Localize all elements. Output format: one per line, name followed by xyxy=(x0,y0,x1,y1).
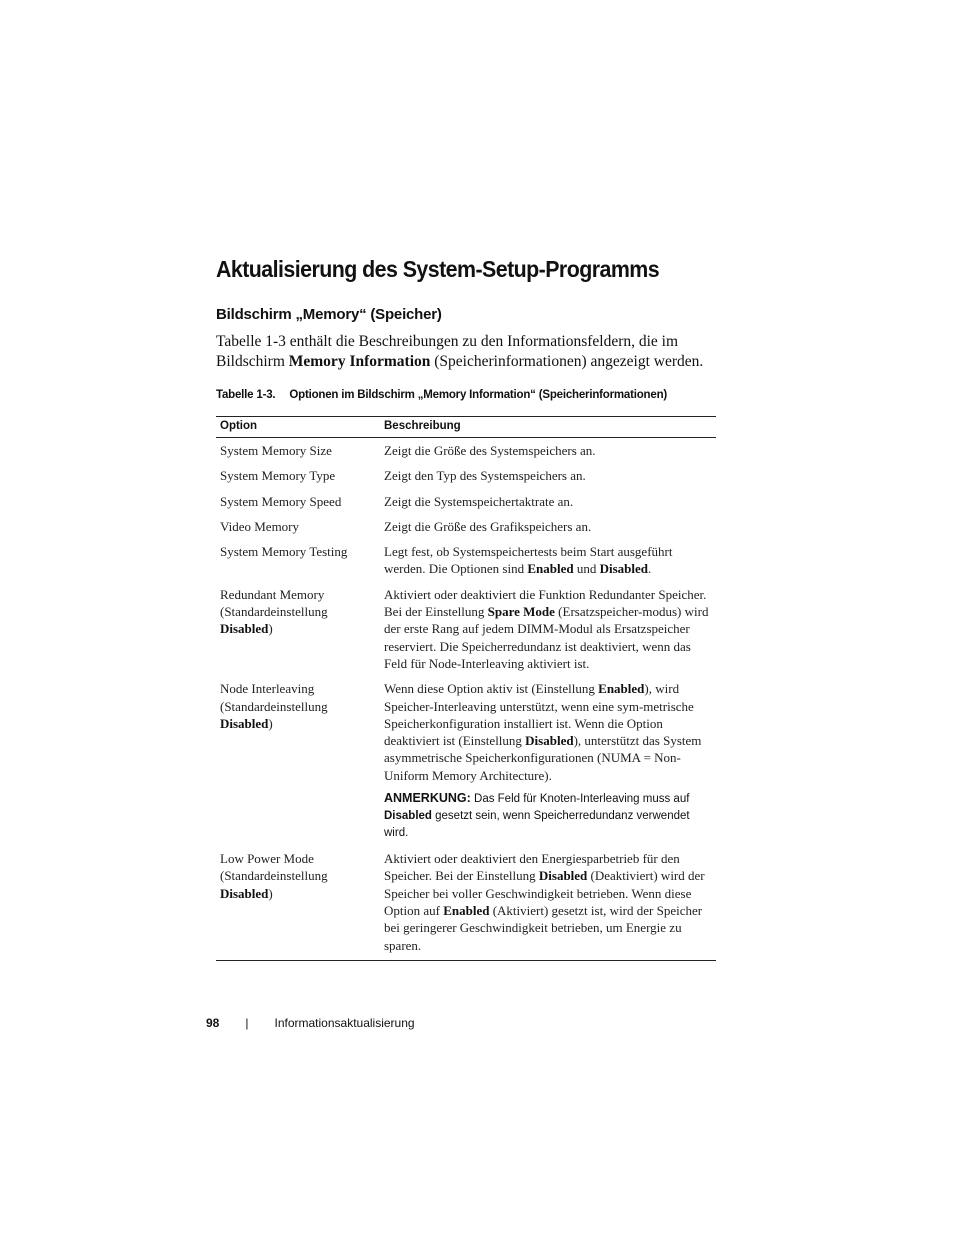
option-cell xyxy=(216,582,380,676)
page-footer xyxy=(206,1016,415,1030)
desc-text: Aktiviert oder deaktiviert den Energiesparbetrieb für den Speicher. Bei der Einstellung xyxy=(384,851,680,884)
option-cell xyxy=(216,846,380,960)
intro-text-2: (Speicherinformationen) angezeigt werden. xyxy=(430,353,704,370)
desc-text: ), wird Speicher-Interleaving unterstützt, wenn eine sym-metrische Speicherkonfiguration installiert ist. Wenn die Option deaktiviert ist (Einstellung xyxy=(384,681,694,749)
table-row xyxy=(216,582,716,676)
note-block xyxy=(384,790,716,842)
option-cell: System Memory Size xyxy=(220,443,332,458)
page-heading: Aktualisierung des System-Setup-Programms xyxy=(216,256,660,282)
option-cell: System Memory Type xyxy=(220,468,336,484)
desc-text: (Aktiviert) gesetzt ist, wird der Speicher bei geringerer Geschwindigkeit betrieben, um Energie zu sparen. xyxy=(384,902,703,953)
section-heading: Bildschirm „Memory“ (Speicher) xyxy=(216,306,442,323)
description-cell xyxy=(380,676,716,846)
desc-text: Aktiviert oder deaktiviert die Funktion Redundanter Speicher. Bei der Einstellung xyxy=(384,586,707,620)
option-name: Redundant Memory xyxy=(220,586,325,602)
option-name: Low Power Mode xyxy=(220,851,314,867)
option-cell: Video Memory xyxy=(220,518,300,534)
footer-separator: | xyxy=(245,1016,249,1030)
default-value: Disabled xyxy=(220,885,269,901)
note-label: ANMERKUNG: xyxy=(384,791,471,806)
description-cell: Zeigt die Größe des Systemspeichers an. xyxy=(384,443,596,458)
intro-bold-term: Memory Information xyxy=(288,353,431,370)
default-suffix: ) xyxy=(268,885,273,901)
note-text: gesetzt sein, wenn Speicherredundanz verwendet wird. xyxy=(384,810,690,840)
page-number: 98 xyxy=(206,1016,220,1030)
option-cell: System Memory Speed xyxy=(220,493,342,509)
memory-options-table xyxy=(216,416,716,961)
table-row xyxy=(216,438,716,464)
table-caption xyxy=(216,389,667,401)
desc-bold: Spare Mode xyxy=(487,604,555,620)
header-description: Beschreibung xyxy=(380,417,716,438)
description-cell: Zeigt die Systemspeichertaktrate an. xyxy=(384,493,574,509)
default-value: Disabled xyxy=(220,715,269,731)
table-row xyxy=(216,846,716,960)
desc-bold: Enabled xyxy=(527,561,574,577)
desc-bold: Disabled xyxy=(599,561,648,577)
default-prefix: (Standardeinstellung xyxy=(220,698,328,714)
option-cell: System Memory Testing xyxy=(220,544,348,560)
caption-text: Optionen im Bildschirm „Memory Information“ (Speicherinformationen) xyxy=(289,389,668,401)
note-bold: Disabled xyxy=(384,810,432,823)
description-cell xyxy=(380,582,716,676)
table-row xyxy=(216,676,716,846)
desc-text: . xyxy=(648,561,652,577)
desc-text: ), unterstützt das System asymmetrische Speicherkonfigurationen (NUMA = Non-Uniform Memory Architecture). xyxy=(384,733,702,783)
default-value: Disabled xyxy=(220,621,269,637)
default-suffix: ) xyxy=(268,621,273,637)
default-suffix: ) xyxy=(268,715,273,731)
desc-text: (Deaktiviert) wird der Speicher bei voller Geschwindigkeit betrieben. Wenn diese Option auf xyxy=(384,868,705,918)
header-option: Option xyxy=(216,417,380,438)
table-row xyxy=(216,463,716,488)
desc-bold: Enabled xyxy=(443,902,490,918)
note-text: Das Feld für Knoten-Interleaving muss auf xyxy=(470,793,690,806)
table-row xyxy=(216,489,716,514)
desc-text: Wenn diese Option aktiv ist (Einstellung xyxy=(384,681,599,697)
intro-text-1: Tabelle 1-3 enthält die Beschreibungen zu den Informationsfeldern, die im Bildschirm xyxy=(216,333,679,370)
option-cell xyxy=(216,676,380,846)
description-cell: Zeigt die Größe des Grafikspeichers an. xyxy=(384,518,592,534)
caption-number: Tabelle 1-3. xyxy=(216,389,276,401)
desc-text: und xyxy=(573,561,600,577)
desc-bold: Disabled xyxy=(538,868,588,884)
table-row xyxy=(216,514,716,539)
description-cell xyxy=(380,539,716,582)
option-name: Node Interleaving xyxy=(220,681,315,697)
footer-section-title: Informationsaktualisierung xyxy=(274,1016,415,1030)
default-prefix: (Standardeinstellung xyxy=(220,868,328,884)
table-header-row xyxy=(216,417,716,438)
description-cell: Zeigt den Typ des Systemspeichers an. xyxy=(384,468,586,484)
desc-text: (Ersatzspeicher-modus) wird der erste Rang auf jedem DIMM-Modul als Ersatzspeicher reserviert. Die Speicherredundanz ist deaktiviert, wenn das Feld für Node-Interleaving aktiviert ist. xyxy=(384,604,709,671)
desc-text: Legt fest, ob Systemspeichertests beim Start ausgeführt werden. Die Optionen sind xyxy=(384,544,673,577)
description-cell xyxy=(380,846,716,960)
default-prefix: (Standardeinstellung xyxy=(220,604,328,620)
table-row xyxy=(216,539,716,582)
intro-paragraph xyxy=(216,332,716,372)
desc-bold: Disabled xyxy=(525,733,574,749)
desc-bold: Enabled xyxy=(598,681,645,697)
